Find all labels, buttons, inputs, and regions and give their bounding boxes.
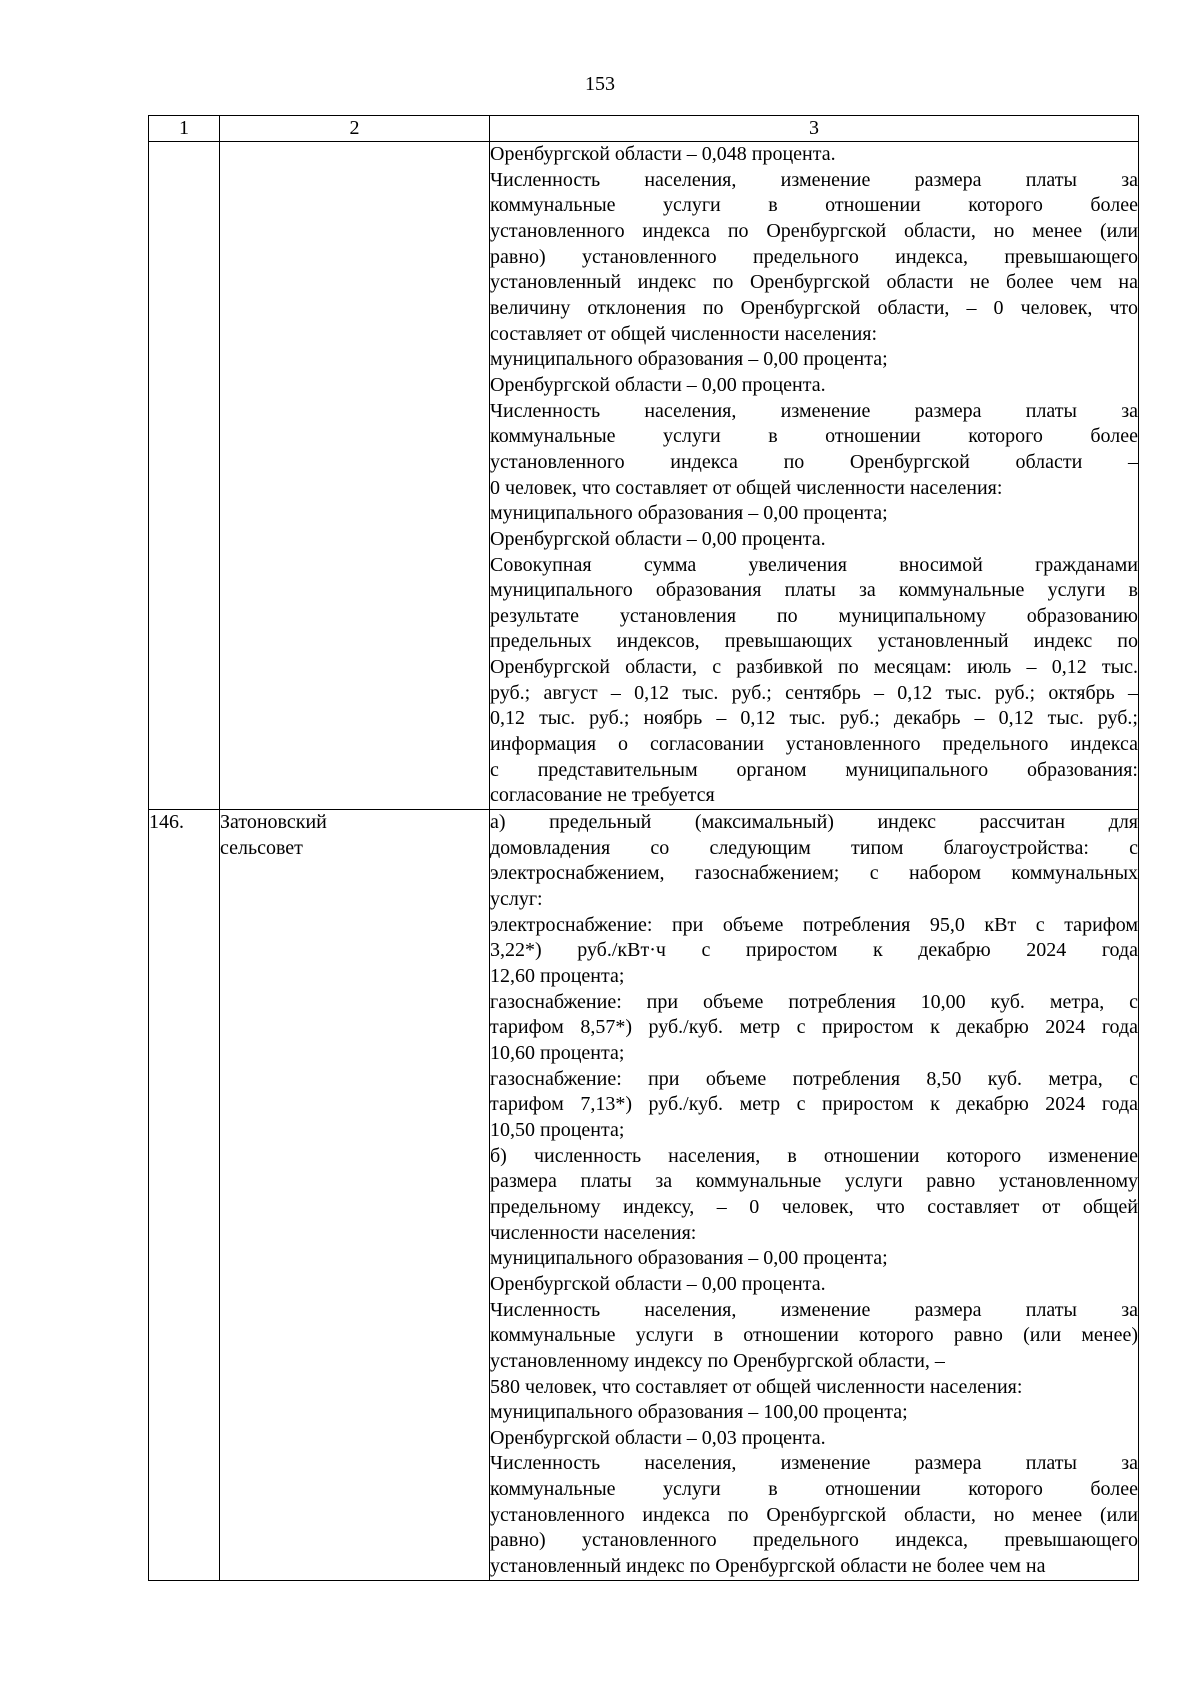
description-line: предельному индексу, – 0 человек, что составляет от общей xyxy=(490,1195,1138,1218)
description-line: размера платы за коммунальные услуги равно установленному xyxy=(490,1170,1138,1193)
description-line: составляет от общей численности населения: xyxy=(490,322,878,345)
row-number-cell: 146. xyxy=(149,810,220,1581)
description-cell xyxy=(490,142,1139,810)
description-cell xyxy=(490,810,1139,1581)
description-line: установленному индексу по Оренбургской области, – xyxy=(490,1349,945,1372)
document-table xyxy=(148,115,1139,1581)
description-line: с представительным органом муниципального образования: xyxy=(490,758,1138,781)
municipality-name-cell xyxy=(220,142,490,810)
municipality-name-cell xyxy=(220,810,490,1581)
description-line: газоснабжение: при объеме потребления 10,00 куб. метра, с xyxy=(490,990,1138,1013)
municipality-name-line: сельсовет xyxy=(220,836,303,859)
description-line: тарифом 7,13*) руб./куб. метр с приростом к декабрю 2024 года xyxy=(490,1093,1138,1116)
description-line: равно) установленного предельного индекса, превышающего xyxy=(490,1529,1138,1552)
description-line: равно) установленного предельного индекса, превышающего xyxy=(490,245,1138,268)
municipality-name-line: Затоновский xyxy=(220,811,327,834)
description-line: установленного индекса по Оренбургской области, но менее (или xyxy=(490,219,1138,242)
description-line: а) предельный (максимальный) индекс рассчитан для xyxy=(490,811,1138,834)
description-line: коммунальные услуги в отношении которого более xyxy=(490,425,1138,448)
description-line: численности населения: xyxy=(490,1221,697,1244)
description-line: муниципального образования – 100,00 процента; xyxy=(490,1401,908,1424)
description-line: муниципального образования платы за коммунальные услуги в xyxy=(490,579,1138,602)
table-row xyxy=(149,810,1139,1581)
page-number: 153 xyxy=(585,73,615,95)
description-line: коммунальные услуги в отношении которого более xyxy=(490,194,1138,217)
description-line: согласование не требуется xyxy=(490,784,715,807)
description-line: установленный индекс по Оренбургской области не более чем на xyxy=(490,271,1138,294)
description-line: информация о согласовании установленного предельного индекса xyxy=(490,733,1138,756)
table-body xyxy=(149,142,1139,1581)
description-line: Оренбургской области – 0,03 процента. xyxy=(490,1426,826,1449)
description-line: установленный индекс по Оренбургской области не более чем на xyxy=(490,1555,1046,1578)
column-header-3: 3 xyxy=(490,116,1139,142)
description-line: 0,12 тыс. руб.; ноябрь – 0,12 тыс. руб.; декабрь – 0,12 тыс. руб.; xyxy=(490,707,1138,730)
description-line: домовладения со следующим типом благоустройства: с xyxy=(490,836,1138,859)
description-line: установленного индекса по Оренбургской области, но менее (или xyxy=(490,1503,1138,1526)
description-line: тарифом 8,57*) руб./куб. метр с приростом к декабрю 2024 года xyxy=(490,1016,1138,1039)
description-line: Оренбургской области – 0,00 процента. xyxy=(490,373,826,396)
description-line: услуг: xyxy=(490,888,543,911)
description-line: 10,60 процента; xyxy=(490,1041,625,1064)
column-header-1: 1 xyxy=(149,116,220,142)
description-line: Численность населения, изменение размера платы за xyxy=(490,1452,1138,1475)
table-header-row xyxy=(149,116,1139,142)
description-line: 12,60 процента; xyxy=(490,965,625,987)
description-line: руб.; август – 0,12 тыс. руб.; сентябрь – 0,12 тыс. руб.; октябрь – xyxy=(490,681,1138,704)
description-line: коммунальные услуги в отношении которого более xyxy=(490,1478,1138,1501)
description-line: газоснабжение: при объеме потребления 8,50 куб. метра, с xyxy=(490,1067,1138,1090)
table-row xyxy=(149,142,1139,810)
description-line: электроснабжение: при объеме потребления 95,0 кВт с тарифом xyxy=(490,913,1138,936)
description-line: Численность населения, изменение размера платы за xyxy=(490,1298,1138,1321)
description-line: Оренбургской области – 0,00 процента. xyxy=(490,1272,826,1295)
description-line: 580 человек, что составляет от общей численности населения: xyxy=(490,1375,1023,1398)
description-line: муниципального образования – 0,00 процента; xyxy=(490,502,888,525)
description-line: б) численность населения, в отношении которого изменение xyxy=(490,1144,1138,1167)
description-line: предельных индексов, превышающих установленный индекс по xyxy=(490,630,1138,653)
description-line: величину отклонения по Оренбургской области, – 0 человек, что xyxy=(490,296,1138,319)
description-line: Оренбургской области – 0,00 процента. xyxy=(490,527,826,550)
description-line: Оренбургской области – 0,048 процента. xyxy=(490,143,836,165)
description-line: результате установления по муниципальному образованию xyxy=(490,604,1138,627)
description-line: 10,50 процента; xyxy=(490,1118,625,1141)
description-line: Численность населения, изменение размера платы за xyxy=(490,399,1138,422)
row-number-cell xyxy=(149,142,220,810)
description-line: установленного индекса по Оренбургской области – xyxy=(490,450,1138,473)
description-line: муниципального образования – 0,00 процента; xyxy=(490,348,888,371)
column-header-2: 2 xyxy=(220,116,490,142)
description-line: Оренбургской области, с разбивкой по месяцам: июль – 0,12 тыс. xyxy=(490,656,1138,679)
description-line: 3,22*) руб./кВт·ч с приростом к декабрю 2024 года xyxy=(490,939,1138,962)
description-line: 0 человек, что составляет от общей численности населения: xyxy=(490,476,1003,499)
description-line: электроснабжением, газоснабжением; с набором коммунальных xyxy=(490,862,1138,885)
description-line: коммунальные услуги в отношении которого равно (или менее) xyxy=(490,1324,1138,1347)
description-line: Численность населения, изменение размера платы за xyxy=(490,168,1138,191)
description-line: Совокупная сумма увеличения вносимой гражданами xyxy=(490,553,1138,576)
description-line: муниципального образования – 0,00 процента; xyxy=(490,1247,888,1270)
